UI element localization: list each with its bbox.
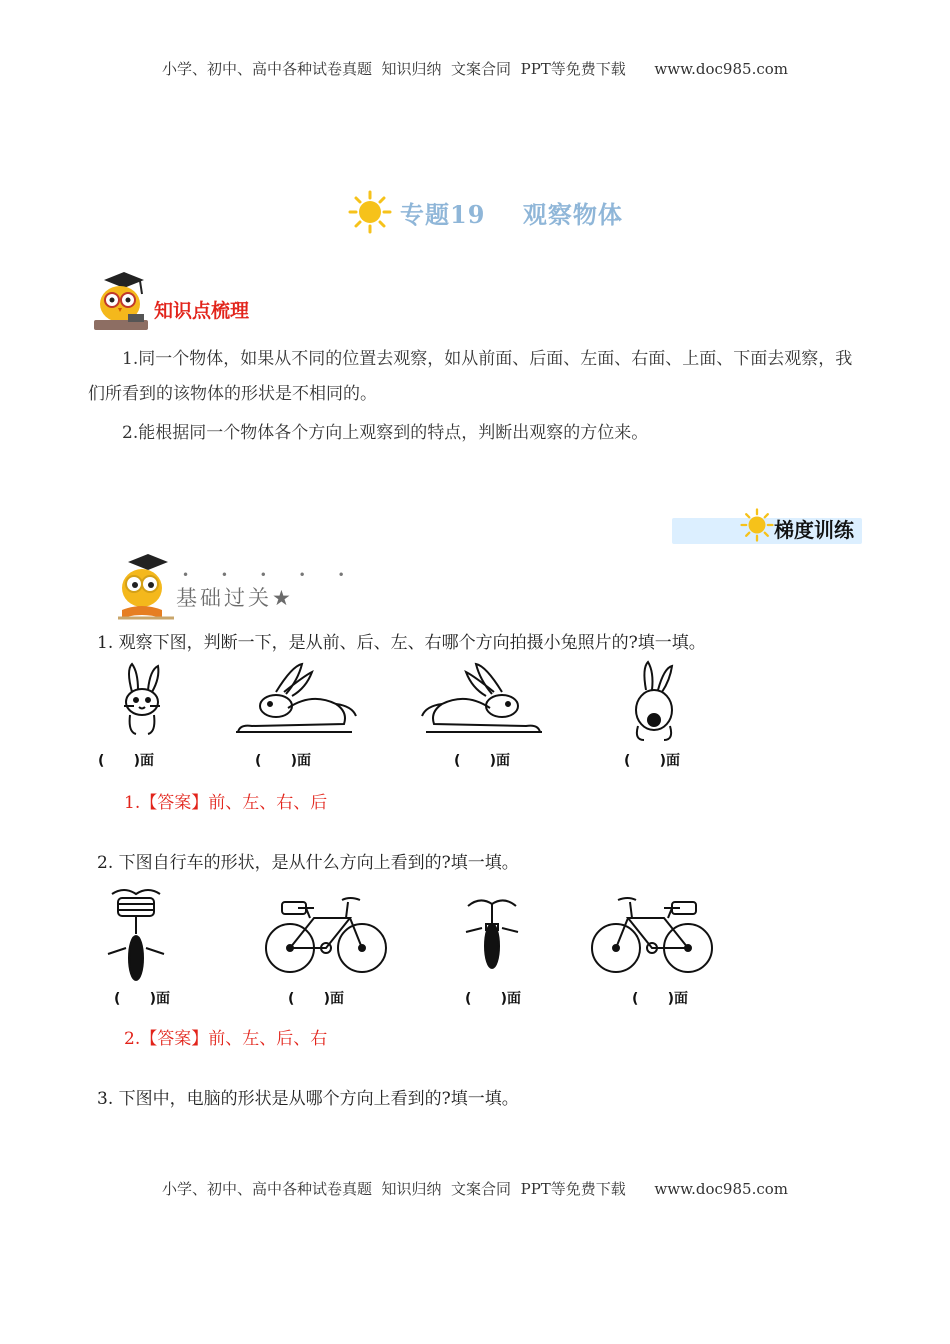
- knowledge-point-2: 2.能根据同一个物体各个方向上观察到的特点，判断出观察的方位来。: [122, 423, 649, 443]
- rabbit-right-image: [420, 662, 546, 740]
- question-2-text: 2. 下图自行车的形状，是从什么方向上看到的?填一填。: [97, 853, 519, 873]
- question-1-text: 1. 观察下图，判断一下，是从前、后、左、右哪个方向拍摄小兔照片的?填一填。: [97, 633, 706, 653]
- question-2-answer: 2.【答案】前、左、后、右: [124, 1029, 328, 1049]
- q1-blank-3[interactable]: ( )面: [454, 753, 511, 769]
- owl-mascot-icon: [90, 268, 152, 332]
- page-title: 专题19 观察物体: [400, 199, 623, 229]
- sun-icon: [348, 190, 392, 234]
- knowledge-section-label: 知识点梳理: [154, 300, 250, 322]
- decorative-dots: • • • • •: [182, 568, 359, 582]
- owl-reading-icon: [112, 552, 176, 622]
- q2-blank-3[interactable]: ( )面: [465, 991, 522, 1007]
- q1-blank-2[interactable]: ( )面: [255, 753, 312, 769]
- basic-level-label: [176, 582, 294, 612]
- rabbit-front-image: [112, 660, 172, 740]
- q1-blank-4[interactable]: ( )面: [624, 753, 681, 769]
- page-header: 小学、初中、高中各种试卷真题 知识归纳 文案合同 PPT等免费下载 www.doc985.com: [161, 60, 788, 78]
- knowledge-point-1: 1.同一个物体，如果从不同的位置去观察，如从前面、后面、左面、右面、上面、下面去观察，我们所看到的该物体的形状是不相同的。: [88, 349, 853, 404]
- q2-blank-4[interactable]: ( )面: [632, 991, 689, 1007]
- question-1-answer: 1.【答案】前、左、右、后: [124, 793, 328, 813]
- q2-blank-2[interactable]: ( )面: [288, 991, 345, 1007]
- bicycle-front-image: [104, 884, 168, 984]
- star-icon: ★: [272, 586, 294, 610]
- bicycle-left-image: [262, 884, 390, 980]
- bicycle-right-image: [588, 884, 716, 980]
- page-title-block: [348, 190, 623, 234]
- page-footer: 小学、初中、高中各种试卷真题 知识归纳 文案合同 PPT等免费下载 www.doc985.com: [161, 1180, 788, 1198]
- tier-training-label: 梯度训练: [774, 518, 854, 542]
- sun-icon: [740, 508, 774, 542]
- q2-blank-1[interactable]: ( )面: [114, 991, 171, 1007]
- rabbit-back-image: [624, 660, 684, 744]
- q1-blank-1[interactable]: ( )面: [98, 753, 155, 769]
- basic-level-text: 基础过关: [176, 586, 272, 610]
- question-3-text: 3. 下图中，电脑的形状是从哪个方向上看到的?填一填。: [97, 1089, 519, 1109]
- rabbit-left-image: [232, 662, 358, 740]
- bicycle-back-image: [462, 884, 522, 980]
